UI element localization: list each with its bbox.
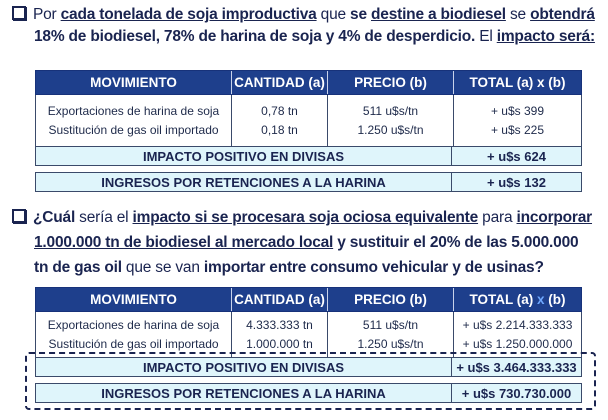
column-header-movimiento: MOVIMIENTO: [36, 71, 232, 94]
table-2: [35, 287, 582, 403]
impacto-label: IMPACTO POSITIVO EN DIVISAS: [36, 147, 452, 165]
column-header-movimiento: MOVIMIENTO: [36, 288, 232, 311]
checkbox-icon: [12, 209, 26, 223]
ingresos-row: [35, 172, 582, 192]
table-cell: 4.333.333 tn: [246, 317, 313, 332]
section2-line3: tn de gas oil que se van importar entre consumo vehicular y de usinas?: [34, 259, 544, 276]
table-cell: 511 u$s/tn: [362, 103, 419, 118]
table-header: [35, 70, 582, 95]
precio-column: [328, 312, 454, 357]
total-column: [454, 312, 581, 357]
column-header-cantidad: CANTIDAD (a): [232, 288, 328, 311]
table-cell: 1.000.000 tn: [246, 336, 313, 351]
table-cell: 0,78 tn: [261, 103, 298, 118]
section1-line1: Por cada tonelada de soja improductiva que se destine a biodiesel se obtendrá: [12, 4, 602, 26]
table-cell: Sustitución de gas oil importado: [48, 336, 219, 351]
total-column: [454, 95, 581, 146]
section1-line2: 18% de biodiesel, 78% de harina de soja y 4% de desperdicio. El impacto será:: [34, 28, 595, 45]
cantidad-column: [232, 95, 328, 146]
table-body: [35, 95, 582, 146]
ingresos-label: INGRESOS POR RETENCIONES A LA HARINA: [36, 173, 452, 191]
impacto-row: [35, 357, 582, 377]
section2-line2: 1.000.000 tn de biodiesel al mercado local y sustituir el 20% de las 5.000.000: [34, 234, 579, 251]
table-cell: + u$s 225: [490, 122, 545, 137]
table-cell: 0,18 tn: [261, 122, 298, 137]
table-cell: 1.250 u$s/tn: [357, 336, 424, 351]
column-header-cantidad: CANTIDAD (a): [232, 71, 328, 94]
table-header: [35, 287, 582, 312]
table-cell: Sustitución de gas oil importado: [48, 122, 219, 137]
column-header-total: TOTAL (a) x (b): [469, 75, 566, 90]
section1-paragraph: [12, 4, 602, 48]
table-cell: Exportaciones de harina de soja: [47, 317, 220, 332]
precio-column: [328, 95, 454, 146]
table-cell: + u$s 2.214.333.333: [462, 317, 573, 332]
table-cell: 1.250 u$s/tn: [357, 122, 424, 137]
column-header-precio: PRECIO (b): [328, 71, 454, 94]
table-cell: + u$s 1.250.000.000: [462, 336, 573, 351]
section2-line1: ¿Cuál sería el impacto si se procesara soja ociosa equivalente para incorporar: [12, 207, 602, 232]
section2-paragraph: [12, 207, 602, 282]
table-cell: + u$s 399: [490, 103, 545, 118]
movimiento-column: [36, 95, 232, 146]
cantidad-column: [232, 312, 328, 357]
movimiento-column: [36, 312, 232, 357]
impacto-label: IMPACTO POSITIVO EN DIVISAS: [36, 358, 452, 376]
table-cell: Exportaciones de harina de soja: [47, 103, 220, 118]
ingresos-label: INGRESOS POR RETENCIONES A LA HARINA: [36, 384, 452, 402]
impacto-value: + u$s 3.464.333.333: [456, 359, 577, 375]
impacto-row: [35, 146, 582, 166]
ingresos-value: + u$s 132: [487, 174, 546, 190]
column-header-precio: PRECIO (b): [328, 288, 454, 311]
column-header-total: TOTAL (a) x (b): [469, 292, 566, 307]
ingresos-row: [35, 383, 582, 403]
checkbox-icon: [12, 6, 26, 20]
impacto-value: + u$s 624: [487, 148, 546, 164]
table-body: [35, 312, 582, 357]
table-cell: 511 u$s/tn: [362, 317, 419, 332]
table-1: [35, 70, 582, 192]
ingresos-value: + u$s 730.730.000: [461, 385, 572, 401]
